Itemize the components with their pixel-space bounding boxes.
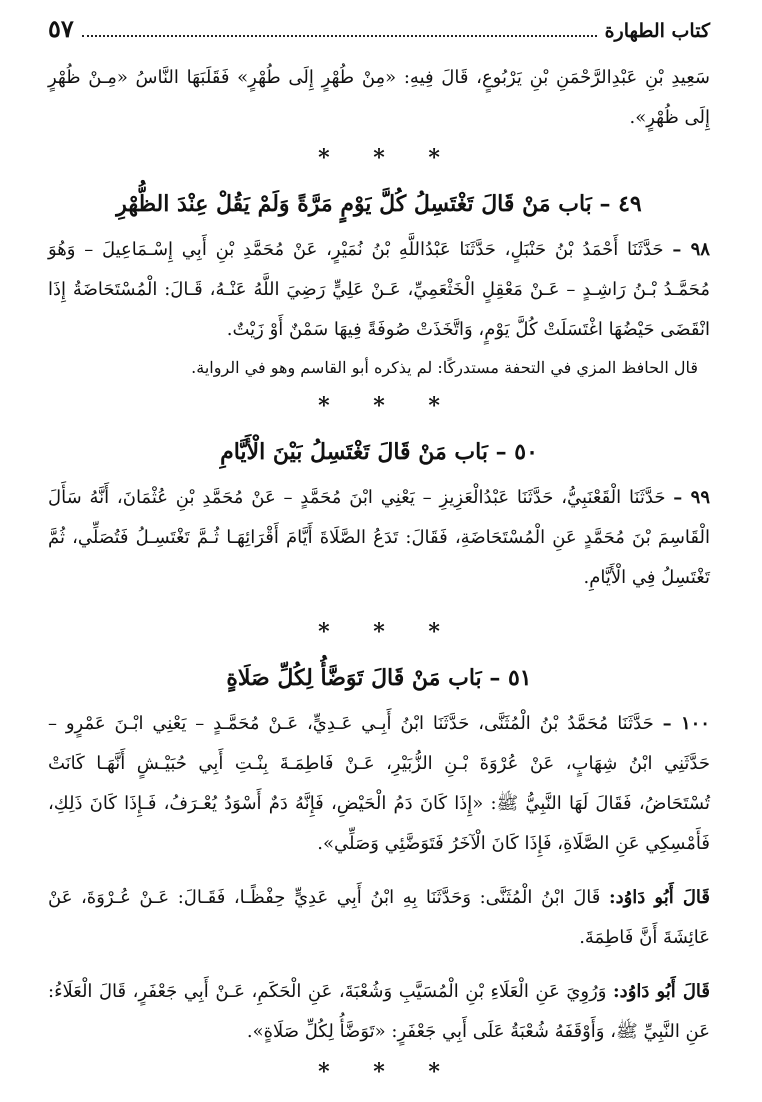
hadith-100 <box>48 704 710 864</box>
hadith-98 <box>48 230 710 350</box>
running-head <box>48 14 710 58</box>
abu-dawud-label: قَالَ أَبُو دَاوُد: <box>613 981 710 1002</box>
chapter-heading-50: ٥٠ – بَاب مَنْ قَالَ تَغْتَسِلُ بَيْنَ الْأَيَّامِ <box>220 439 538 465</box>
abu-dawud-label: قَالَ أَبُو دَاوُد: <box>608 887 710 908</box>
page-number: ٥٧ <box>48 14 74 43</box>
section-separator: * * * <box>318 619 458 645</box>
abu-dawud-text: قَالَ ابْنُ الْمُثَنَّى: وَحَدَّثَنَا بِهِ ابْنُ أَبِي عَدِيٍّ حِفْظًـا، فَقَـالَ: عَـنْ عُـرْوَةَ، عَنْ عَائِشَةَ أَنَّ فَاطِمَةَ. <box>48 887 710 948</box>
chapter-heading-49: ٤٩ – بَاب مَنْ قَالَ تَغْتَسِلُ كُلَّ يَوْمٍ مَرَّةً وَلَمْ يَقُلْ عِنْدَ الظُّهْرِ <box>116 191 642 217</box>
hadith-text: حَدَّثَنَا أَحْمَدُ بْنُ حَنْبَلٍ، حَدَّثَنَا عَبْدُاللَّهِ بْنُ نُمَيْرٍ، عَنْ مُحَمَّدِ بْنِ أَبِي إِسْـمَاعِيلَ – وَهُوَ مُحَمَّـدُ بْـنُ رَاشِـدٍ – عَـنْ مَعْقِلٍ الْخَثْعَمِيِّ، عَـنْ عَلِيٍّ رَضِيَ اللَّهُ عَنْـهُ، قَـالَ: الْمُسْتَحَاضَةُ إِذَا انْقَضَى حَيْضُهَا اغْتَسَلَتْ كُلَّ يَوْمٍ، وَاتَّخَذَتْ صُوفَةً فِيهَا سَمْنٌ أَوْ زَيْتٌ. <box>48 239 710 340</box>
hadith-99 <box>48 478 710 598</box>
dotted-leader <box>82 35 597 37</box>
spacer <box>48 864 710 878</box>
section-separator: * * * <box>318 1059 458 1085</box>
hadith-text: حَدَّثَنَا الْقَعْنَبِيُّ، حَدَّثَنَا عَبْدُالْعَزِيزِ – يَعْنِي ابْنَ مُحَمَّدٍ – عَنْ مُحَمَّدِ بْنِ عُثْمَانَ، أَنَّهُ سَأَلَ الْقَاسِمَ بْنَ مُحَمَّدٍ عَنِ الْمُسْتَحَاضَةِ، فَقَالَ: تَدَعُ الصَّلَاةَ أَيَّامَ أَقْرَائِهَـا ثُـمَّ تَغْتَسِـلُ فَتُصَلِّي، ثُمَّ تَغْتَسِلُ فِي الْأَيَّامِ. <box>48 487 710 588</box>
hadith-number: ٩٩ – <box>673 487 710 508</box>
abu-dawud-text: وَرُوِيَ عَنِ الْعَلَاءِ بْنِ الْمُسَيَّبِ وَشُعْبَةَ، عَنِ الْحَكَمِ، عَـنْ أَبِي جَعْفَرٍ، قَالَ الْعَلَاءُ: عَنِ النَّبِيِّ ﷺ، وَأَوْقَفَهُ شُعْبَةُ عَلَى أَبِي جَعْفَرٍ: «تَوَضَّأُ لِكُلِّ صَلَاةٍ». <box>48 981 710 1042</box>
hadith-number: ٩٨ – <box>672 239 710 260</box>
continuation-paragraph: سَعِيدِ بْنِ عَبْدِالرَّحْمَنِ بْنِ يَرْبُوعٍ، قَالَ فِيهِ: «مِنْ طُهْرٍ إِلَى طُهْرٍ» فَقَلَبَهَا النَّاسُ «مِـنْ ظُهْرٍ إِلَى ظُهْرٍ». <box>48 67 710 128</box>
abu-dawud-comment-1 <box>48 878 710 958</box>
section-separator: * * * <box>318 145 458 171</box>
hadith-text: حَدَّثَنَا مُحَمَّدُ بْنُ الْمُثَنَّى، حَدَّثَنَا ابْنُ أَبِـي عَـدِيٍّ، عَـنْ مُحَمَّـدٍ – يَعْنِي ابْـنَ عَمْرٍو – حَدَّثَنِي ابْنُ شِهَابٍ، عَنْ عُرْوَةَ بْـنِ الزُّبَيْرِ، عَـنْ فَاطِمَـةَ بِنْـتِ أَبِي حُبَيْـشٍ أَنَّهَـا كَانَتْ تُسْتَحَاضُ، فَقَالَ لَهَا النَّبِيُّ ﷺ: «إِذَا كَانَ دَمُ الْحَيْضِ، فَإِنَّهُ دَمٌ أَسْوَدُ يُعْـرَفُ، فَـإِذَا كَانَ ذَلِكِ، فَأَمْسِكِي عَنِ الصَّلَاةِ، فَإِذَا كَانَ الْآخَرُ فَتَوَضَّئِي وَصَلِّي». <box>48 713 710 854</box>
book-title: كتاب الطهارة <box>604 20 710 42</box>
spacer <box>48 958 710 972</box>
abu-dawud-comment-2 <box>48 972 710 1052</box>
editor-note: قال الحافظ المزي في التحفة مستدركًا: لم يذكره أبو القاسم وهو في الرواية. <box>191 358 698 377</box>
hadith-number: ١٠٠ – <box>662 713 710 734</box>
section-separator: * * * <box>318 393 458 419</box>
spacer <box>48 598 710 612</box>
chapter-heading-51: ٥١ – بَاب مَنْ قَالَ تَوَضَّأُ لِكُلِّ صَلَاةٍ <box>226 665 532 691</box>
